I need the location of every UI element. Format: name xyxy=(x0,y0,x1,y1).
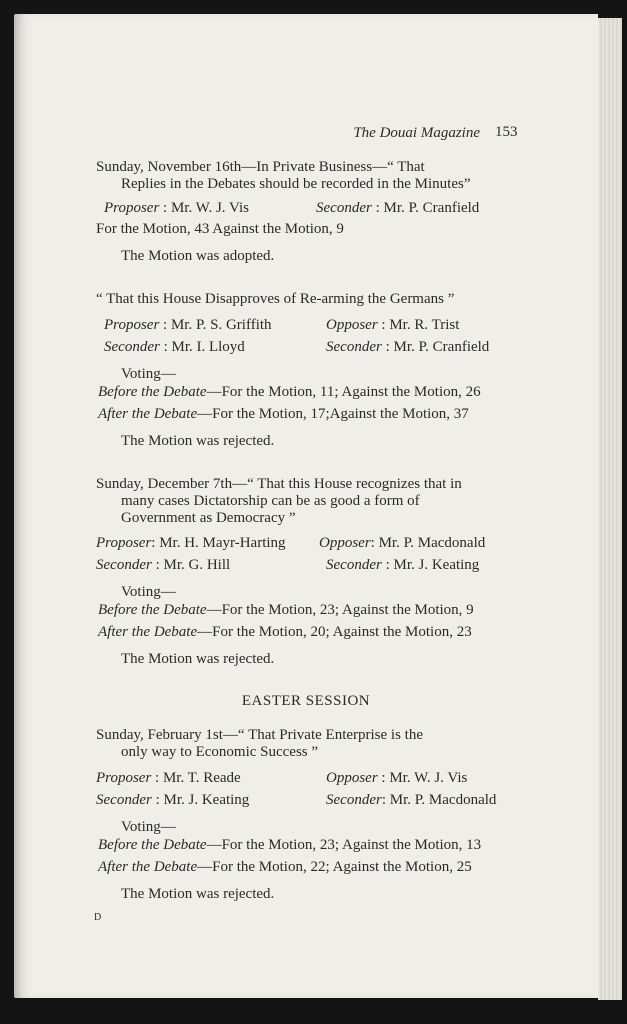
vote-after-debate xyxy=(98,859,472,876)
session-heading: EASTER SESSION xyxy=(241,693,371,709)
seconder-name: : Mr. J. Keating xyxy=(155,792,250,808)
vote-before-debate xyxy=(98,602,474,619)
motion-result: The Motion was rejected. xyxy=(121,651,275,667)
seconder-name: : Mr. P. Cranfield xyxy=(385,339,490,355)
debate-heading-line: Replies in the Debates should be recorded in the Minutes” xyxy=(121,176,471,192)
before-debate-label: Before the Debate xyxy=(98,602,207,618)
seconder-label: Seconder xyxy=(326,339,382,355)
debate-heading-line: only way to Economic Success ” xyxy=(121,744,319,760)
opposer-name: : Mr. R. Trist xyxy=(381,317,460,333)
proposer-name: : Mr. P. S. Griffith xyxy=(163,317,272,333)
running-header-title: The Douai Magazine xyxy=(353,125,480,141)
after-debate-label: After the Debate xyxy=(98,859,198,875)
seconder-name: : Mr. P. Cranfield xyxy=(375,200,480,216)
vote-after-debate xyxy=(98,624,472,641)
seconder-name: : Mr. G. Hill xyxy=(155,557,231,573)
debate-heading-line: Sunday, December 7th—“ That this House recognizes that in xyxy=(96,476,462,492)
proposer-label: Proposer xyxy=(96,770,152,786)
proposer-label: Proposer xyxy=(104,317,160,333)
debate-heading-line: Sunday, February 1st—“ That Private Enterprise is the xyxy=(96,727,424,743)
seconder-entry xyxy=(326,339,489,356)
seconder-entry xyxy=(326,792,496,809)
proposer-name: : Mr. W. J. Vis xyxy=(163,200,249,216)
seconder-name: : Mr. J. Keating xyxy=(385,557,480,573)
proposer-entry xyxy=(104,200,249,217)
debate-heading-line: many cases Dictatorship can be as good a form of xyxy=(121,493,420,509)
proposer-label: Proposer xyxy=(96,535,152,551)
before-debate-label: Before the Debate xyxy=(98,837,207,853)
opposer-entry xyxy=(319,535,485,552)
after-debate-label: After the Debate xyxy=(98,406,198,422)
opposer-name: : Mr. P. Macdonald xyxy=(370,535,486,551)
motion-result: The Motion was adopted. xyxy=(121,248,275,264)
seconder-label: Seconder xyxy=(326,557,382,573)
proposer-name: : Mr. H. Mayr-Harting xyxy=(151,535,286,551)
motion-text: “ That this House Disapproves of Re-arming the Germans ” xyxy=(96,291,455,307)
page-stack-edge xyxy=(598,18,622,1000)
proposer-entry xyxy=(96,535,286,552)
seconder-entry xyxy=(104,339,245,356)
after-debate-votes: —For the Motion, 20; Against the Motion, 23 xyxy=(197,624,472,640)
proposer-entry xyxy=(96,770,241,787)
voting-label: Voting— xyxy=(121,366,176,382)
opposer-label: Opposer xyxy=(326,770,378,786)
before-debate-votes: —For the Motion, 23; Against the Motion, 9 xyxy=(206,602,474,618)
seconder-label: Seconder xyxy=(96,557,152,573)
opposer-name: : Mr. W. J. Vis xyxy=(381,770,468,786)
vote-before-debate xyxy=(98,384,481,401)
page-content xyxy=(14,14,598,998)
before-debate-votes: —For the Motion, 23; Against the Motion, 13 xyxy=(206,837,482,853)
opposer-entry xyxy=(326,770,467,787)
after-debate-label: After the Debate xyxy=(98,624,198,640)
after-debate-votes: —For the Motion, 22; Against the Motion, 25 xyxy=(197,859,472,875)
seconder-entry xyxy=(316,200,479,217)
before-debate-votes: —For the Motion, 11; Against the Motion, 26 xyxy=(206,384,481,400)
opposer-label: Opposer xyxy=(326,317,378,333)
proposer-entry xyxy=(104,317,272,334)
seconder-entry xyxy=(326,557,479,574)
seconder-label: Seconder xyxy=(96,792,152,808)
opposer-entry xyxy=(326,317,459,334)
voting-label: Voting— xyxy=(121,819,176,835)
vote-tally: For the Motion, 43 Against the Motion, 9 xyxy=(96,221,344,237)
signature-mark: D xyxy=(94,912,102,923)
vote-before-debate xyxy=(98,837,481,854)
seconder-label: Seconder xyxy=(316,200,372,216)
book-page xyxy=(14,14,598,998)
seconder-entry xyxy=(96,557,230,574)
opposer-label: Opposer xyxy=(319,535,371,551)
seconder-entry xyxy=(96,792,249,809)
proposer-name: : Mr. T. Reade xyxy=(155,770,241,786)
page-number: 153 xyxy=(495,124,518,140)
vote-after-debate xyxy=(98,406,469,423)
voting-label: Voting— xyxy=(121,584,176,600)
seconder-label: Seconder xyxy=(104,339,160,355)
before-debate-label: Before the Debate xyxy=(98,384,207,400)
after-debate-votes: —For the Motion, 17;Against the Motion, 37 xyxy=(197,406,469,422)
debate-heading-line: Sunday, November 16th—In Private Business—“ That xyxy=(96,159,425,175)
seconder-name: : Mr. I. Lloyd xyxy=(163,339,245,355)
motion-result: The Motion was rejected. xyxy=(121,886,275,902)
proposer-label: Proposer xyxy=(104,200,160,216)
motion-result: The Motion was rejected. xyxy=(121,433,275,449)
seconder-label: Seconder xyxy=(326,792,382,808)
seconder-name: : Mr. P. Macdonald xyxy=(381,792,497,808)
debate-heading-line: Government as Democracy ” xyxy=(121,510,296,526)
